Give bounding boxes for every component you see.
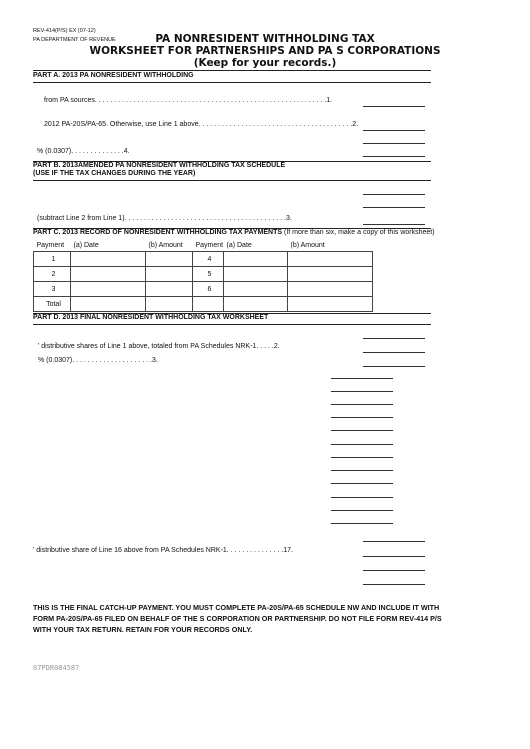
part-b-line-3: (subtract Line 2 from Line 1). . . . . . . . . . . . . . . . . . . . . . . . . . . . . . . . . . . . . . . . . .3. <box>37 215 292 222</box>
date-cell[interactable] <box>224 252 288 267</box>
col-header-amount: (b) Amount <box>148 242 183 249</box>
date-cell[interactable] <box>71 297 146 312</box>
part-d-field[interactable] <box>331 430 393 431</box>
part-d-field[interactable] <box>331 404 393 405</box>
payment-number: 6 <box>193 282 224 297</box>
amount-cell[interactable] <box>288 267 373 282</box>
part-d-heading: PART D. 2013 FINAL NONRESIDENT WITHHOLDING TAX WORKSHEET <box>33 314 269 321</box>
amount-cell[interactable] <box>288 282 373 297</box>
form-title: PA NONRESIDENT WITHHOLDING TAX <box>155 33 375 45</box>
part-d-line-2-field[interactable] <box>363 352 425 353</box>
amount-cell[interactable] <box>146 252 193 267</box>
payment-number <box>193 297 224 312</box>
amount-cell[interactable] <box>146 297 193 312</box>
part-d-field[interactable] <box>331 457 393 458</box>
part-d-field[interactable] <box>331 510 393 511</box>
table-row <box>34 282 373 297</box>
part-a-line-4-field[interactable] <box>363 156 425 157</box>
date-cell[interactable] <box>71 252 146 267</box>
col-header-amount-2: (b) Amount <box>290 242 325 249</box>
part-a-line-1-field[interactable] <box>363 106 425 107</box>
divider <box>33 70 431 71</box>
part-a-line-2-field[interactable] <box>363 130 425 131</box>
col-header-date-2: (a) Date <box>226 242 252 249</box>
part-d-field[interactable] <box>331 523 393 524</box>
part-d-line-3: % (0.0307). . . . . . . . . . . . . . . . . . . . .3. <box>38 357 158 364</box>
table-row <box>34 297 373 312</box>
payment-number: 4 <box>193 252 224 267</box>
part-d-field[interactable] <box>331 378 393 379</box>
part-d-field[interactable] <box>331 444 393 445</box>
payment-number: 3 <box>34 282 71 297</box>
part-d-field[interactable] <box>331 483 393 484</box>
total-label: Total <box>34 297 71 312</box>
divider <box>33 324 431 325</box>
date-cell[interactable] <box>224 282 288 297</box>
part-a-line-2: 2012 PA-20S/PA-65. Otherwise, use Line 1 above. . . . . . . . . . . . . . . . . . . . . . . . . . . . . . . . . . . . . . . .2. <box>44 121 359 128</box>
part-a-heading: PART A. 2013 PA NONRESIDENT WITHHOLDING <box>33 72 194 79</box>
part-b-heading: PART B. 2013AMENDED PA NONRESIDENT WITHHOLDING TAX SCHEDULE <box>33 162 286 169</box>
part-d-line-16-field[interactable] <box>363 541 425 542</box>
form-records-note: (Keep for your records.) <box>193 57 337 69</box>
footer-line-2: FORM PA-20S/PA-65 FILED ON BEHALF OF THE S CORPORATION OR PARTNERSHIP. DO NOT FILE FORM REV-414 P/S <box>33 614 442 623</box>
part-b-heading-sub: (USE IF THE TAX CHANGES DURING THE YEAR) <box>33 170 196 177</box>
part-d-line-3-field[interactable] <box>363 366 425 367</box>
divider <box>33 180 431 181</box>
part-b-line-2-field[interactable] <box>363 207 425 208</box>
footer-line-1: THIS IS THE FINAL CATCH-UP PAYMENT. YOU MUST COMPLETE PA-20S/PA-65 SCHEDULE NW AND INCLUDE IT WITH <box>33 603 440 612</box>
payment-number: 1 <box>34 252 71 267</box>
part-b-line-3-field[interactable] <box>363 224 425 225</box>
payments-table <box>33 240 373 312</box>
table-row <box>34 267 373 282</box>
payment-number: 5 <box>193 267 224 282</box>
footer-line-3: WITH YOUR TAX RETURN. RETAIN FOR YOUR RECORDS ONLY. <box>33 625 253 634</box>
part-a-line-4: % (0.0307). . . . . . . . . . . . . .4. <box>37 148 130 155</box>
department-name: PA DEPARTMENT OF REVENUE <box>33 37 116 43</box>
part-d-field[interactable] <box>331 417 393 418</box>
amount-cell[interactable] <box>146 282 193 297</box>
part-d-field[interactable] <box>331 497 393 498</box>
divider <box>33 82 431 83</box>
part-d-line-1-field[interactable] <box>363 338 425 339</box>
part-d-line-19-field[interactable] <box>363 584 425 585</box>
payment-number: 2 <box>34 267 71 282</box>
part-b-line-1-field[interactable] <box>363 194 425 195</box>
col-header-payment-2: Payment <box>195 242 224 249</box>
part-c-note: (If more than six, make a copy of this worksheet) <box>284 229 435 236</box>
date-cell[interactable] <box>71 282 146 297</box>
part-a-line-3-field[interactable] <box>363 143 425 144</box>
part-d-field[interactable] <box>331 470 393 471</box>
amount-cell[interactable] <box>288 252 373 267</box>
part-d-field[interactable] <box>331 391 393 392</box>
part-c-heading <box>33 229 435 236</box>
col-header-payment: Payment <box>36 242 65 249</box>
part-a-line-1: from PA sources. . . . . . . . . . . . . . . . . . . . . . . . . . . . . . . . . . . . . . . . . . . . . . . . . . . . . . . . . . . .1. <box>44 97 333 104</box>
col-header-date: (a) Date <box>73 242 99 249</box>
form-subtitle: WORKSHEET FOR PARTNERSHIPS AND PA S CORPORATIONS <box>89 45 441 57</box>
part-d-line-18-field[interactable] <box>363 570 425 571</box>
form-code: REV-414(P/S) EX (07-12) <box>33 28 96 34</box>
part-d-line-2: ' distributive shares of Line 1 above, totaled from PA Schedules NRK-1. . . . .2. <box>38 343 280 350</box>
part-d-line-17: ' distributive share of Line 16 above from PA Schedules NRK-1. . . . . . . . . . . . . . .17. <box>33 547 293 554</box>
date-cell[interactable] <box>71 267 146 282</box>
amount-cell[interactable] <box>288 297 373 312</box>
part-d-line-17-field[interactable] <box>363 556 425 557</box>
table-row <box>34 252 373 267</box>
amount-cell[interactable] <box>146 267 193 282</box>
document-code: 07PDR084587 <box>33 664 80 672</box>
date-cell[interactable] <box>224 267 288 282</box>
date-cell[interactable] <box>224 297 288 312</box>
part-c-heading-text: PART C. 2013 RECORD OF NONRESIDENT WITHHOLDING TAX PAYMENTS <box>33 229 283 236</box>
